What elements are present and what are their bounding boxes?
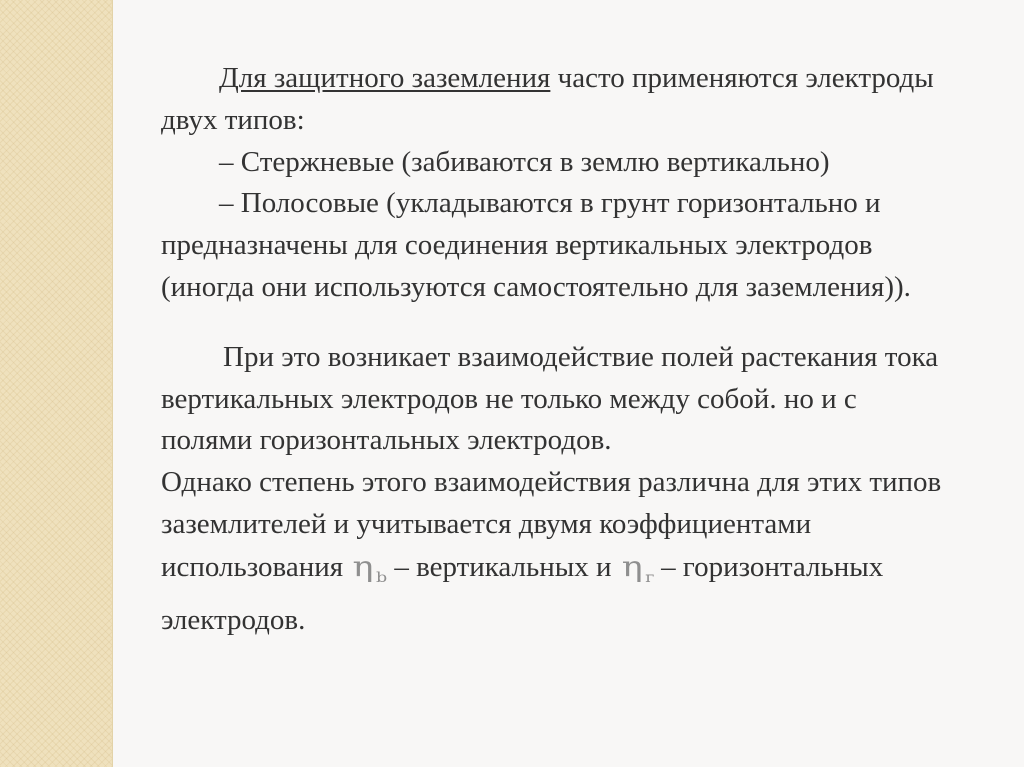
paragraph-3-line-4: электродов. [161, 603, 306, 636]
vertical-subscript: b [376, 569, 388, 586]
list-item-rod-electrodes: – Стержневые (забиваются в землю вертикально) [219, 145, 830, 178]
vertical-coefficient-symbol [353, 546, 388, 600]
horizontal-subscript: г [644, 569, 655, 586]
paragraph-3-line-3-middle: – вертикальных и [387, 550, 619, 583]
paragraph-2-line-1: При это возникает взаимодействие полей растекания тока [223, 340, 939, 373]
eta-symbol: η [621, 549, 643, 583]
paragraph-1-line-1 [161, 58, 1024, 100]
paragraph-1-rest: часто применяются электроды [550, 62, 934, 94]
eta-symbol: η [352, 549, 374, 583]
paragraph-2-line-3: полями горизонтальных электродов. [161, 424, 612, 457]
decorative-side-strip [0, 0, 113, 767]
paragraph-2-line-2: вертикальных электродов не только между собой. но и с [161, 382, 857, 415]
paragraph-3-line-1: Однако степень этого взаимодействия различна для этих типов [161, 466, 942, 499]
paragraph-3-line-3-start: использования [161, 550, 351, 583]
list-item-strip-line-3: (иногда они используются самостоятельно для заземления)). [161, 270, 911, 303]
paragraph-3-line-3-end: – горизонтальных [653, 550, 884, 583]
paragraph-1-line-2: двух типов: [161, 103, 305, 136]
paragraph-gap [161, 309, 1024, 337]
list-item-strip-electrodes: – Полосовые (укладываются в грунт горизонтально и [219, 187, 881, 220]
slide-page [113, 0, 1024, 767]
paragraph-3-line-3 [161, 546, 1024, 600]
slide-body-text [161, 58, 1024, 641]
underlined-heading-phrase: Для защитного заземления [219, 62, 551, 94]
horizontal-coefficient-symbol [622, 546, 655, 600]
paragraph-3-line-2: заземлителей и учитывается двумя коэффициентами [161, 507, 812, 540]
list-item-strip-line-2: предназначены для соединения вертикальных электродов [161, 229, 873, 262]
